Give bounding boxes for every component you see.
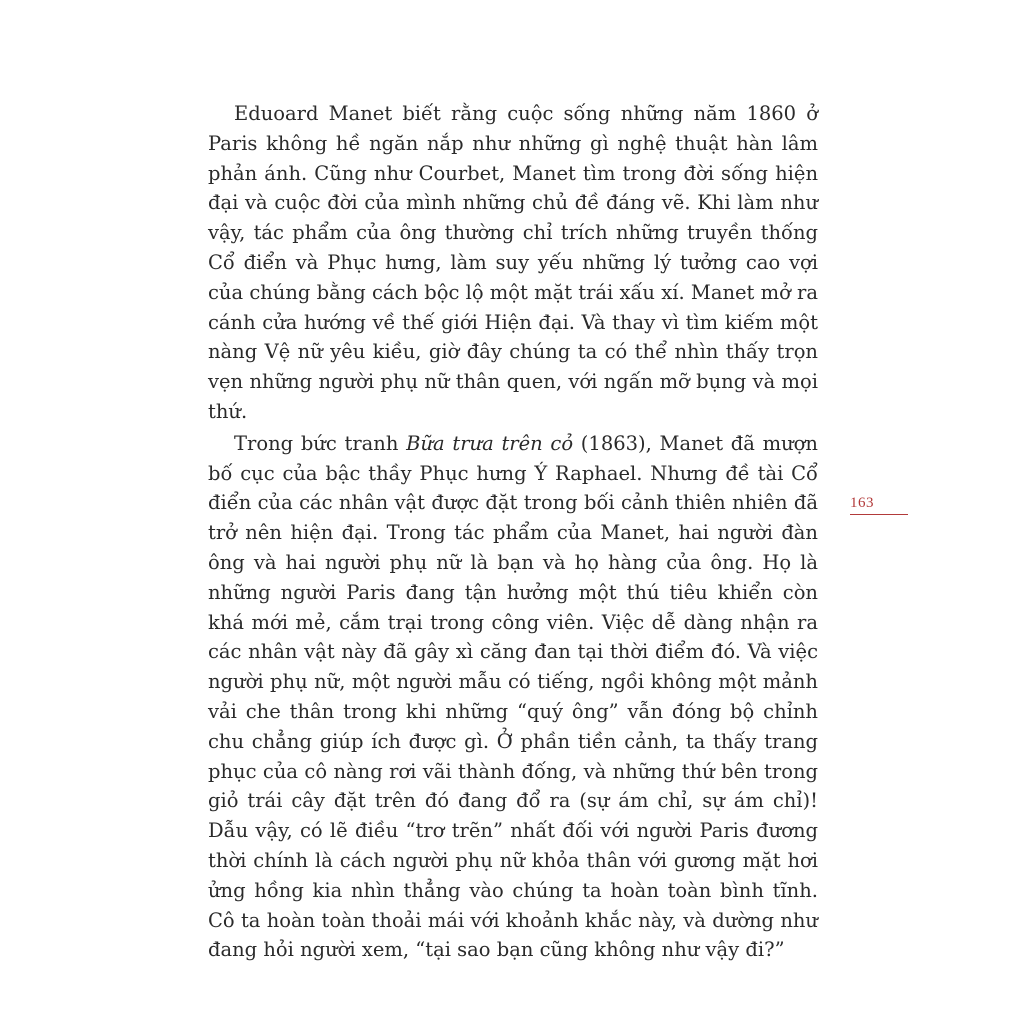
- paragraph-2-lead: Trong bức tranh: [234, 431, 407, 455]
- paragraph-2-text: (1863), Manet đã mượn bố cục của bậc thầy Phục hưng Ý Raphael. Nhưng đề tài Cổ điển của các nhân vật được đặt trong bối cảnh thiên nhiên đã trở nên hiện đại. Trong tác phẩm của Manet, hai người đàn ông và hai người phụ nữ là bạn và họ hàng của ông. Họ là những người Paris đang tận hưởng một thú tiêu khiển còn khá mới mẻ, cắm trại trong công viên. Việc dễ dàng nhận ra các nhân vật này đã gây xì căng đan tại thời điểm đó. Và việc người phụ nữ, một người mẫu có tiếng, ngồi không một mảnh vải che thân trong khi những “quý ông” vẫn đóng bộ chỉnh chu chẳng giúp ích được gì. Ở phần tiền cảnh, ta thấy trang phục của cô nàng rơi vãi thành đống, và những thứ bên trong giỏ trái cây đặt trên đó đang đổ ra (sự ám chỉ, sự ám chỉ)! Dẫu vậy, có lẽ điều “trơ trẽn” nhất đối với người Paris đương thời chính là cách người phụ nữ khỏa thân với gương mặt hơi ửng hồng kia nhìn thẳng vào chúng ta hoàn toàn bình tĩnh. Cô ta hoàn toàn thoải mái với khoảnh khắc này, và dường như đang hỏi người xem, “tại sao bạn cũng không như vậy đi?”: [208, 431, 818, 962]
- paragraph-1: [208, 99, 818, 427]
- page-number: 163: [850, 495, 874, 511]
- artwork-title: Bữa trưa trên cỏ: [406, 431, 574, 455]
- paragraph-1-text: Eduoard Manet biết rằng cuộc sống những năm 1860 ở Paris không hề ngăn nắp như những gì nghệ thuật hàn lâm phản ánh. Cũng như Courbet, Manet tìm trong đời sống hiện đại và cuộc đời của mình những chủ đề đáng vẽ. Khi làm như vậy, tác phẩm của ông thường chỉ trích những truyền thống Cổ điển và Phục hưng, làm suy yếu những lý tưởng cao vợi của chúng bằng cách bộc lộ một mặt trái xấu xí. Manet mở ra cánh cửa hướng về thế giới Hiện đại. Và thay vì tìm kiếm một nàng Vệ nữ yêu kiều, giờ đây chúng ta có thể nhìn thấy trọn vẹn những người phụ nữ thân quen, với ngấn mỡ bụng và mọi thứ.: [208, 102, 818, 423]
- page-number-rule: [850, 514, 908, 515]
- body-text: [208, 99, 818, 965]
- paragraph-2: [208, 429, 818, 965]
